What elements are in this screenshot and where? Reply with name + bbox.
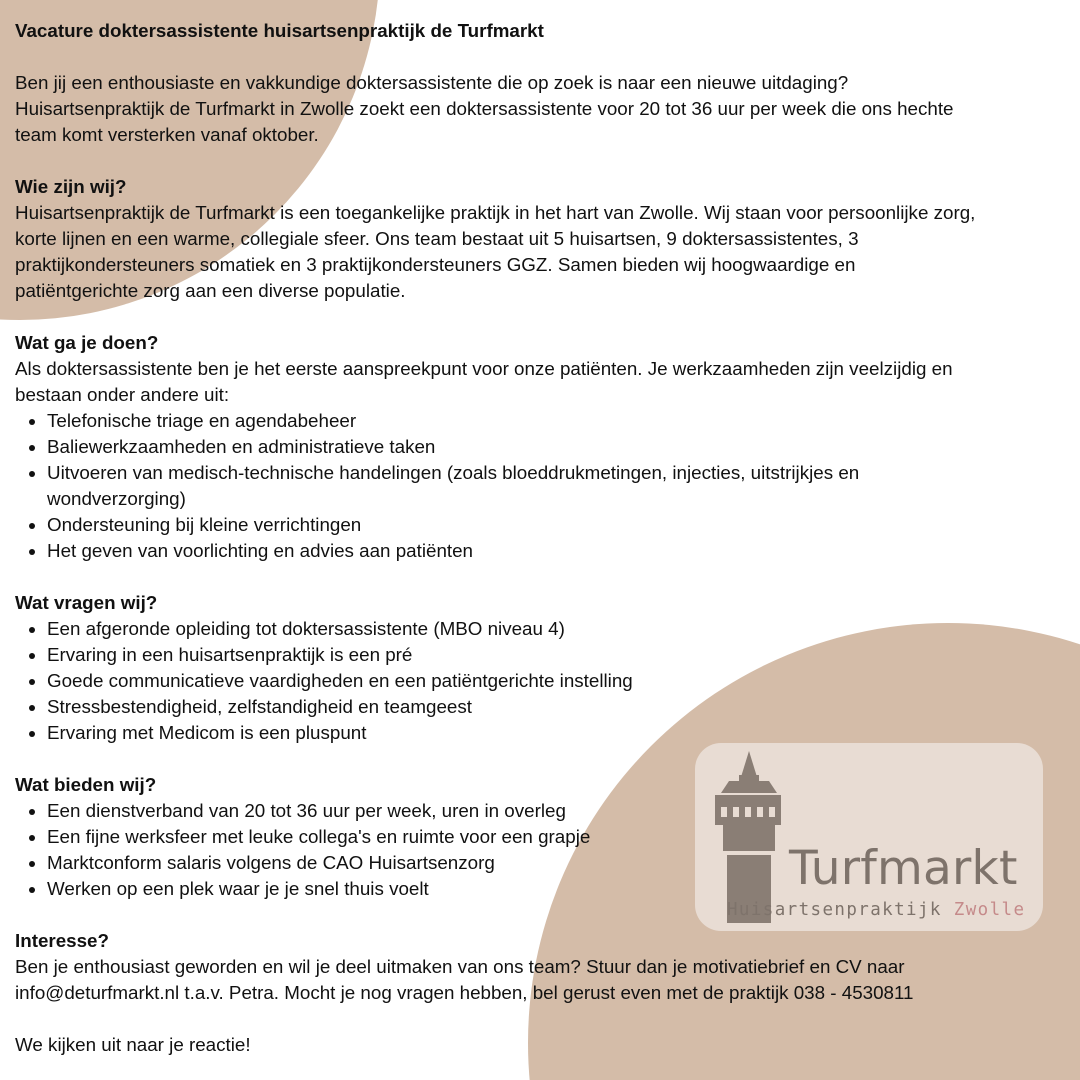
list-item: • Een afgeronde opleiding tot doktersassistente (MBO niveau 4)	[47, 616, 1077, 642]
interest-heading: Interesse?	[15, 930, 109, 951]
list-item: • Ervaring met Medicom is een pluspunt	[47, 720, 1077, 746]
list-item: • Uitvoeren van medisch-technische handelingen (zoals bloeddrukmetingen, injecties, uitstrijkjes en wondverzorging)	[47, 460, 1077, 512]
list-item: • Goede communicatieve vaardigheden en een patiëntgerichte instelling	[47, 668, 1077, 694]
tasks-list	[15, 408, 1077, 564]
logo-city: Zwolle	[953, 900, 1026, 920]
vacancy-title: Vacature doktersassistente huisartsenpraktijk de Turfmarkt	[15, 20, 544, 41]
logo-subtitle-text: Huisartsenpraktijk	[727, 900, 942, 920]
offer-heading: Wat bieden wij?	[15, 774, 157, 795]
offer-list	[15, 798, 1077, 902]
who-paragraph: Huisartsenpraktijk de Turfmarkt is een toegankelijke praktijk in het hart van Zwolle. Wij staan voor persoonlijke zorg, korte lijnen en een warme, collegiale sfeer. Ons team bestaat uit 5 huisartsen, 9 doktersassistentes, 3 praktijkondersteuners somatiek en 3 praktijkondersteuners GGZ. Samen bieden wij hoogwaardige en patiëntgerichte zorg aan een diverse populatie.	[15, 202, 976, 301]
interest-paragraph: Ben je enthousiast geworden en wil je deel uitmaken van ons team? Stuur dan je motivatiebrief en CV naar info@deturfmarkt.nl t.a.v. Petra. Mocht je nog vragen hebben, bel gerust even met de praktijk 038 - 4530811	[15, 956, 914, 1003]
tasks-heading: Wat ga je doen?	[15, 332, 159, 353]
logo-name: Turfmarkt	[789, 841, 1018, 896]
list-item: • Ervaring in een huisartsenpraktijk is een pré	[47, 642, 1077, 668]
list-item: • Baliewerkzaamheden en administratieve taken	[47, 434, 1077, 460]
list-item: • Een dienstverband van 20 tot 36 uur per week, uren in overleg	[47, 798, 1077, 824]
list-item: • Een fijne werksfeer met leuke collega's en ruimte voor een grapje	[47, 824, 1077, 850]
list-item: • Telefonische triage en agendabeheer	[47, 408, 1077, 434]
requirements-heading: Wat vragen wij?	[15, 592, 158, 613]
tasks-paragraph: Als doktersassistente ben je het eerste aanspreekpunt voor onze patiënten. Je werkzaamheden zijn veelzijdig en bestaan onder andere uit:	[15, 358, 953, 405]
list-item: • Marktconform salaris volgens de CAO Huisartsenzorg	[47, 850, 1077, 876]
list-item: • Het geven van voorlichting en advies aan patiënten	[47, 538, 1077, 564]
list-item: • Stressbestendigheid, zelfstandigheid en teamgeest	[47, 694, 1077, 720]
intro-paragraph: Ben jij een enthousiaste en vakkundige doktersassistente die op zoek is naar een nieuwe uitdaging? Huisartsenpraktijk de Turfmarkt in Zwolle zoekt een doktersassistente voor 20 tot 36 uur per week die ons hechte team komt versterken vanaf oktober.	[15, 72, 954, 145]
who-heading: Wie zijn wij?	[15, 176, 127, 197]
vacancy-text	[15, 18, 1077, 1058]
list-item: • Ondersteuning bij kleine verrichtingen	[47, 512, 1077, 538]
list-item: • Werken op een plek waar je je snel thuis voelt	[47, 876, 1077, 902]
closing-line: We kijken uit naar je reactie!	[15, 1034, 251, 1055]
requirements-list	[15, 616, 1077, 746]
